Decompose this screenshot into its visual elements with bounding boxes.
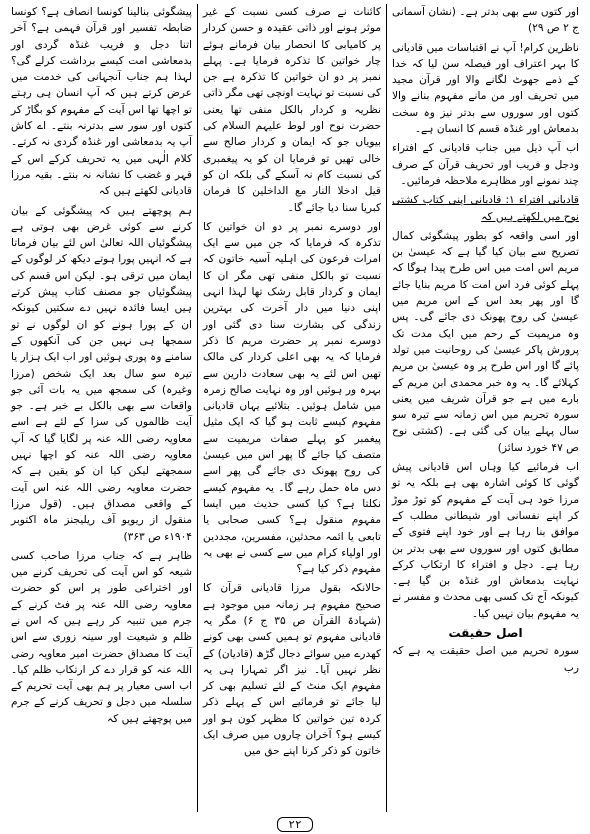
section-heading: اصل حقیقت [448, 625, 523, 640]
section-heading: قادیانی افتراء ۱: قادیانی اپنی کتاب کشتی نوح میں لکھتے ہیں کہ [392, 194, 579, 223]
quote-block: اور اسی واقعہ کو بطور پیشگوئی کمال تصریح سے بیان کیا گیا ہے کہ عیسیٰ بن مریم اس امت میں اس طرح پیدا ہوگا کہ پہلے کوئی فرد اس امت کا مریم بنایا جائے گا اور پھر بعد اس کے اس مریم میں عیسیٰ کی روح پھونک دی جائے گی۔ پس وہ مریمیت کے رحم میں ایک مدت تک پرورش پاکر عیسیٰ کی روحانیت میں تولد پائے گا اور اس طرح پر وہ عیسیٰ بن مریم کہلائے گا۔ یہ وہ خبر محمدی ابن مریم کے بارے میں ہے جو قرآن شریف میں یعنی سورہ تحریم میں اس زمانہ سے تیرہ سو سال پہلے بیان کی گئی ہے۔ (کشتی نوح ص ۴۷ خورد سائز) [392, 229, 579, 454]
page-footer [0, 814, 590, 834]
paragraph: اور دوسرے نمبر پر دو ان خواتین کا تذکرہ کہ فرمایا کہ جن میں سے ایک امرات فرعون کی اہلیہ آسیہ خاتون کہ نسبت تو بالکل منفی تھی مگر ان کا ایمان و کردار قابل رشک تھا لہذا انہی اپنی دنیا میں دار آخرت کی بہترین زندگی کی بشارت سنا دی گئی اور دوسرے نمبر پر حضرت مریم کا ذکر فرمایا کہ یہ بھی اعلی کردار کی مالک تھیں اس لئے یہ بھی سعادت دارین سے بہرہ ور ہوئیں اور وہ نہایت صالح زمرہ میں شامل ہوئیں۔ بتلائیے یہاں قادیانی مفہوم کیسے ثابت ہو گیا کہ ایک مثیل پیغمبر کو پہلے صفات مریمیت سے متصف کیا جائے گا پھر اس میں عیسیٰ کی روح پھونک دی جائے گی پھر اسے دس ماہ حمل رہے گا۔ یہ مفہوم کیسے نکلتا ہے؟ کیا کسی حدیث میں ایسا مفہوم منقول ہے؟ کسی صحابی یا تابعی یا ائمہ محدثین، مفسرین، مجددین اور اولیاء کرام میں سے کسی نے بھی یہ مفہوم ذکر کیا ہے؟ [203, 220, 381, 576]
paragraph: سورہ تحریم میں اصل حقیقت یہ ہے کہ رب [392, 645, 579, 674]
paragraph: اب فرمائیے کیا وہاں اس قادیانی پیش گوئی کا کوئی اشارہ بھی ہے بلکہ یہ تو مرزا خود ہی آیت کے مفہوم کو توڑ موڑ کر اپنے نفسانی اور شیطانی مطلب کے موافق بنا رہا ہے اور خود اپنے فتوی کے مطابق کتوں اور سوروں سے بھی بدتر بن رہا ہے۔ دجل و افتراء کا ارتکاب کرکے نہایت بدمعاش اور غنڈہ بن گیا ہے۔ کیونکہ آج تک کسی بھی محدث و مفسر نے یہ مفہوم بیان نہیں کیا۔ [392, 461, 579, 620]
paragraph: ناظرین کرام! آپ نے اقتباسات میں قادیانی کا بہر اعتراف اور فیصلہ سن لیا کہ خدا کے ذمے جھوٹ لگانے والا اور قرآن مجید میں تحریف اور من مانے مفہوم بنانے والا کتوں اور سوروں سے بدتر نیز وہ سخت بدمعاش اور غنڈہ قسم کا انسان ہے۔ [392, 41, 579, 136]
paragraph: اور کتوں سے بھی بدتر ہے۔ (نشان آسمانی ج ۲ ص ۲۹) [392, 6, 579, 35]
paragraph: کائنات نے صرف کسی نسبت کے غیر موثر ہونے اور ذاتی عقیدہ و حسن کردار پر کامیابی کا انحصار بیان فرمانے ہوئے چار خواتین کا تذکرہ فرمایا ہے۔ پہلے نمبر پر دو ان خواتین کا تذکرہ ہے جن کی نسبت تو نہایت اونچی تھی مگر ذاتی نظریہ و کردار بالکل منفی تھا یعنی حضرت نوح اور لوط علیہم السلام کی بیویاں جو کہ ایمان و کردار صالح سے خالی تھیں تو فرمایا ان کو یہ پیغمبری کی نسبت کام نہ آسکے گی بلکہ ان کو قیل ادخلا النار مع الداخلین کا فرمان کبریا سنا دیا جائے گا۔ [203, 6, 381, 214]
paragraph: اب آپ ذیل میں جناب قادیانی کے افتراء ودجل و فریب اور تحریف قرآن کے صرف چند نمونے اور مظاہرے ملاحظہ فرمائیں۔ [392, 142, 579, 187]
page-number: ۲۲ [277, 817, 312, 832]
paragraph: پیشگوئی بنالینا کونسا انصاف ہے؟ کونسا ضابطہ تفسیر اور قرآن فہمی ہے؟ آخر اتنا دجل و فریب غنڈہ گردی اور بدمعاشی امت کیسے برداشت کرلے گی؟ لہذا ہم جناب آنجہانی کی خدمت میں عرض کرتے ہیں کہ آپ انسان ہی رہتے تو اچھا تھا اس آیت کے مفہوم کو بگاڑ کر کتوں اور سور سے بدترنہ بنتے۔ اے کاش آپ یہ بدمعاشی اور غنڈہ گردی نہ کرتے۔ کلام الٰہی میں یہ تحریف کرکے اس کے قہر و غضب کا نشانہ نہ بنتے۔ بقیہ مرزا قادیانی لکھتے ہیں کہ [11, 6, 192, 198]
middle-column [197, 4, 387, 812]
paragraph: حالانکہ بقول مرزا قادیانی قرآن کا صحیح مفہوم ہر زمانہ میں موجود ہے (شہادۃ القرآن ص ۳۵ ج ۶) مگر یہ قادیانی مفہوم تو ہمیں کسی بھی کونے کھدرے میں سوائے دجال گڑھ (قادیان) کے نظر نہیں آیا۔ نیز اگر تمہارا ہی یہ مفہوم ایک منٹ کے لئے تسلیم بھی کر لیا جائے تو فرمائیے اس کے پہلے ذکر کردہ تین خواتین کا مظہر کون ہو اور کیسے ہو؟ آخران چاروں میں صرف ایک خاتون کو ذکر کرنا اپنے حق میں [203, 582, 381, 758]
quote-block: ہم پوچھتے ہیں کہ پیشگوئی کے بیان کرنے سے کوئی غرض بھی ہوتی ہے پیشگوئیاں اللہ تعالیٰ اس لئے بیان فرماتا ہے کہ انہیں پورا ہوتے دیکھ کر لوگوں کے ایمان میں ترقی ہو۔ لیکن اس قسم کی پیشگوئیاں جو مصنف کتاب پیش کرتے ہیں ایسا فائدہ نہیں دے سکتیں کیونکہ ان کے پورا ہونے کو ان لوگوں نے تو سمجھا ہی نہیں جن کی آنکھوں کے سامنے وہ پوری ہوئیں اور اب ایک ہزار یا تیرہ سو سال بعد ایک شخص (مرزا وغیرہ) کی سمجھ میں یہ بات آئی جو واقعات سے بھی بالکل بے خبر ہے۔ جو آیت ظالموں کی سزا کے لئے ہے اسے معاویہ رضی اللہ عنہ پر لگایا گیا کہ آپ معاویہ رضی اللہ عنہ کو اچھا نہیں سمجھتے لیکن کیا ان کو یقین ہے کہ حضرت معاویہ رضی اللہ عنہ اس آیت کے واقعی مصداق ہیں۔ (قول مرزا منقول از ریویو آف ریلیجنز ماہ اکتوبر ۱۹۰۴ء ص ۳۶۳) [11, 204, 192, 543]
text-columns [6, 4, 584, 812]
right-column [387, 4, 584, 812]
left-column [6, 4, 197, 812]
paragraph: ظاہر ہے کہ جناب مرزا صاحب کسی شیعہ کو اس آیت کی تحریف کرنے میں اور اختراعی طور پر اس کو حضرت معاویہ رضی اللہ عنہ پر فٹ کرنے کے جرم میں تنبیہ کر رہے ہیں کہ اس نے ظلم و شیعیت اور سینہ زوری سے اس آیت کا مصداق حضرت امیر معاویہ رضی اللہ عنہ کو قرار دے کر ارتکاب ظلم کیا۔ اب اسی معیار پر ہم بھی آیت تحریم کے سلسلہ میں دجل و تحریف کرنے کے جرم میں پوچھتے ہیں کہ [11, 549, 192, 725]
